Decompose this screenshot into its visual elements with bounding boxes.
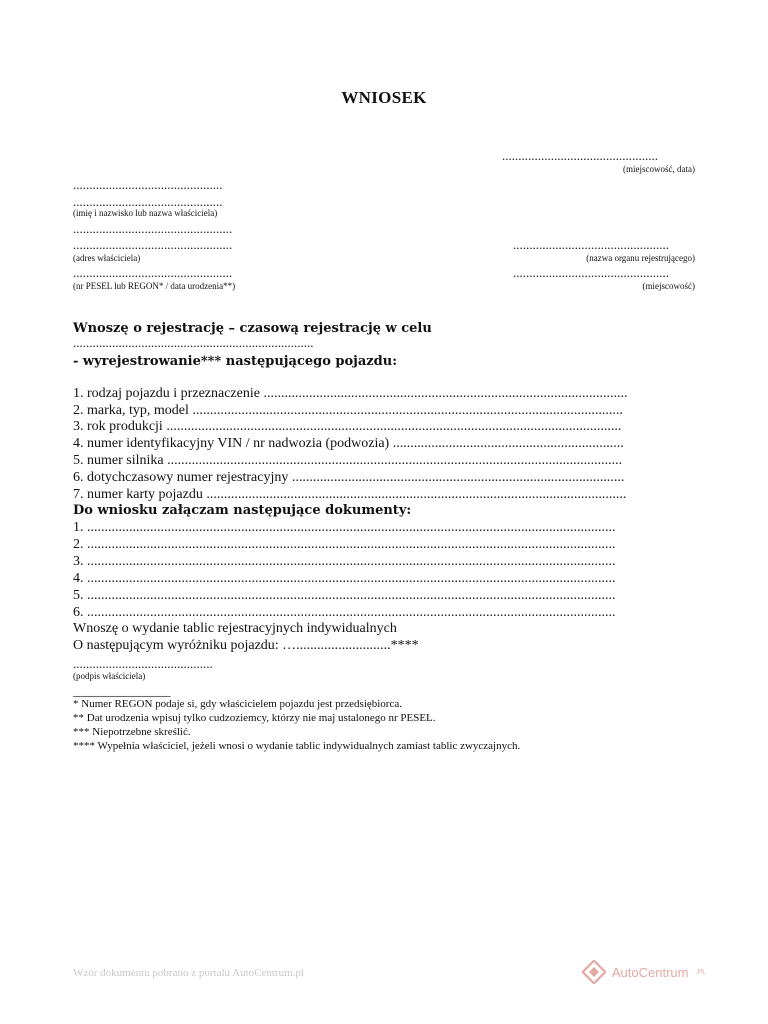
footnote: ** Dat urodzenia wpisuj tylko cudzoziemcy, którzy nie maj ustalonego nr PESEL. — [73, 712, 436, 724]
document-item[interactable]: 3. ....................................................................................................................................................... — [73, 554, 616, 569]
owner-address-label: (adres właściciela) — [73, 253, 141, 263]
place-date-label: (miejscowość, data) — [623, 164, 695, 174]
request-purpose-field[interactable]: .......................................................................... — [73, 335, 314, 350]
footnote: *** Niepotrzebne skreślić. — [73, 726, 191, 738]
authority-name-label: (nazwa organu rejestrującego) — [586, 253, 695, 263]
place-field[interactable]: ................................................ — [513, 265, 669, 280]
owner-name-label: (imię i nazwisko lub nazwa właściciela) — [73, 208, 218, 218]
footnote: * Numer REGON podaje si, gdy właścicielem pojazdu jest przedsiębiorca. — [73, 698, 402, 710]
signature-label: (podpis właściciela) — [73, 671, 146, 681]
document-item[interactable]: 6. ....................................................................................................................................................... — [73, 605, 616, 620]
request-line: Wnoszę o rejestrację – czasową rejestrację w celu — [73, 321, 432, 336]
plates-request-line: Wnoszę o wydanie tablic rejestracyjnych indywidualnych — [73, 621, 397, 636]
owner-address-field-1[interactable]: ................................................. — [73, 221, 233, 236]
document-item[interactable]: 1. ....................................................................................................................................................... — [73, 520, 616, 535]
documents-heading: Do wniosku załączam następujące dokumenty: — [73, 503, 412, 518]
logo-suffix: .PL — [695, 968, 706, 976]
place-date-field[interactable]: ................................................ — [502, 148, 658, 163]
owner-name-field-1[interactable]: .............................................. — [73, 177, 223, 192]
vehicle-item[interactable]: 4. numer identyfikacyjny VIN / nr nadwozia (podwozia) .................................................................. — [73, 436, 624, 451]
document-item[interactable]: 2. ....................................................................................................................................................... — [73, 537, 616, 552]
source-watermark: Wzór dokumentu pobrano z portalu AutoCentrum.pl — [73, 967, 304, 979]
plates-identifier-field[interactable]: O następującym wyróżniku pojazdu: …...........................**** — [73, 638, 419, 653]
diamond-logo-icon — [582, 960, 606, 984]
footnote: **** Wypełnia właściciel, jeżeli wnosi o wydanie tablic indywidualnych zamiast tablic zwyczajnych. — [73, 740, 521, 752]
authority-name-field[interactable]: ................................................ — [513, 237, 669, 252]
logo-name: AutoCentrum — [611, 964, 689, 980]
vehicle-item[interactable]: 7. numer karty pojazdu ........................................................................................................................ — [73, 487, 627, 502]
autocentrum-logo[interactable] — [582, 960, 706, 984]
footnote-rule: _______________ — [73, 683, 171, 698]
pesel-regon-label: (nr PESEL lub REGON* / data urodzenia**) — [73, 281, 236, 291]
deregistration-line: - wyrejestrowanie*** następującego pojazdu: — [73, 354, 398, 369]
pesel-regon-field[interactable]: ................................................. — [73, 265, 233, 280]
vehicle-item[interactable]: 1. rodzaj pojazdu i przeznaczenie ........................................................................................................ — [73, 386, 628, 401]
place-label: (miejscowość) — [642, 281, 695, 291]
document-item[interactable]: 4. ....................................................................................................................................................... — [73, 571, 616, 586]
vehicle-item[interactable]: 6. dotychczasowy numer rejestracyjny ............................................................................................... — [73, 470, 625, 485]
signature-field[interactable]: ........................................... — [73, 656, 213, 671]
document-title: WNIOSEK — [341, 88, 427, 107]
vehicle-item[interactable]: 5. numer silnika .................................................................................................................................. — [73, 453, 623, 468]
owner-name-field-2[interactable]: .............................................. — [73, 194, 223, 209]
vehicle-item[interactable]: 2. marka, typ, model ........................................................................................................................... — [73, 403, 623, 418]
owner-address-field-2[interactable]: ................................................. — [73, 237, 233, 252]
document-item[interactable]: 5. ....................................................................................................................................................... — [73, 588, 616, 603]
vehicle-item[interactable]: 3. rok produkcji .................................................................................................................................. — [73, 419, 622, 434]
